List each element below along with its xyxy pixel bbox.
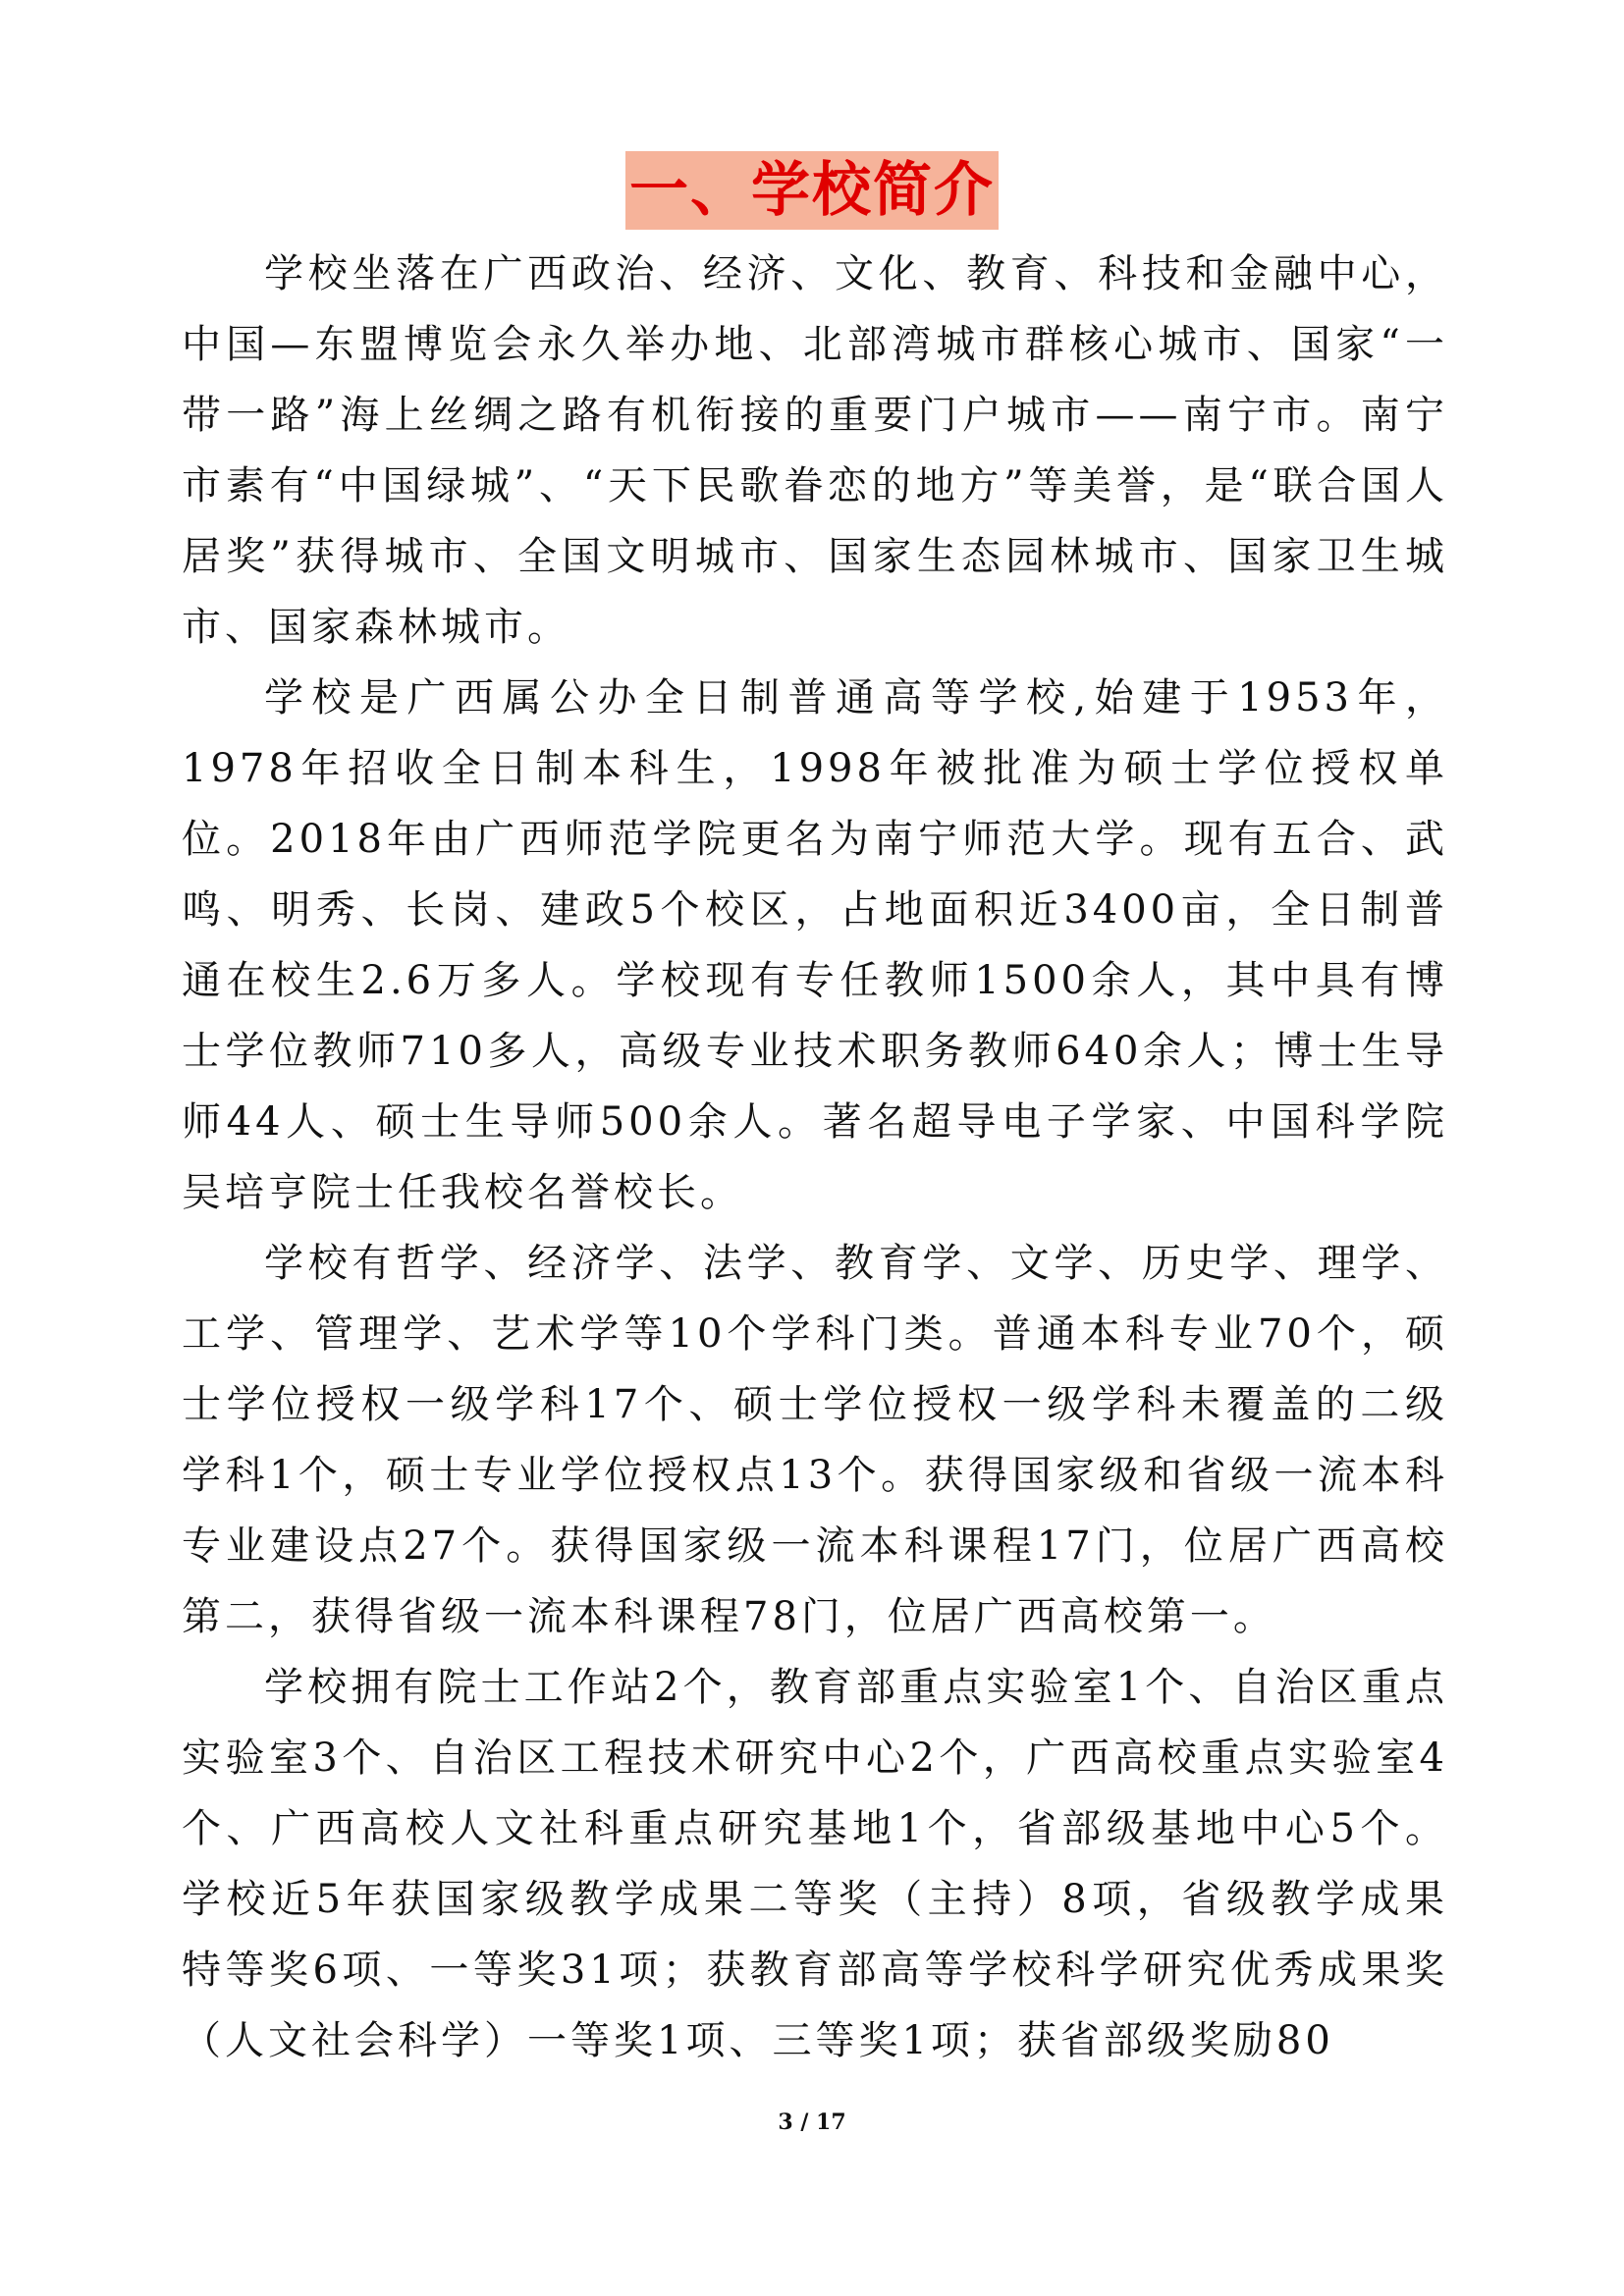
paragraph-research: 学校拥有院士工作站2个，教育部重点实验室1个、自治区重点实验室3个、自治区工程技术研究中心2个，广西高校重点实验室4个、广西高校人文社科重点研究基地1个，省部级基地中心5个。学校近5年获国家级教学成果二等奖（主持）8项，省级教学成果特等奖6项、一等奖31项；获教育部高等学校科学研究优秀成果奖（人文社会科学）一等奖1项、三等奖1项；获省部级奖励80 — [182, 1665, 1448, 2063]
section-title: 一、学校简介 — [625, 151, 999, 230]
page-number: 3 / 17 — [778, 2109, 846, 2135]
paragraph-location: 学校坐落在广西政治、经济、文化、教育、科技和金融中心，中国—东盟博览会永久举办地、北部湾城市群核心城市、国家“一带一路”海上丝绸之路有机衔接的重要门户城市——南宁市。南宁市素有“中国绿城”、“天下民歌眷恋的地方”等美誉，是“联合国人居奖”获得城市、全国文明城市、国家生态园林城市、国家卫生城市、国家森林城市。 — [182, 251, 1448, 650]
paragraph-disciplines: 学校有哲学、经济学、法学、教育学、文学、历史学、理学、工学、管理学、艺术学等10个学科门类。普通本科专业70个，硕士学位授权一级学科17个、硕士学位授权一级学科未覆盖的二级学科1个，硕士专业学位授权点13个。获得国家级和省级一流本科专业建设点27个。获得国家级一流本科课程17门，位居广西高校第二，获得省级一流本科课程78门，位居广西高校第一。 — [182, 1241, 1448, 1639]
title-container — [0, 151, 1624, 230]
body-text — [182, 239, 1448, 2076]
paragraph-history: 学校是广西属公办全日制普通高等学校,始建于1953年，1978年招收全日制本科生，1998年被批准为硕士学位授权单位。2018年由广西师范学院更名为南宁师范大学。现有五合、武鸣、明秀、长岗、建政5个校区，占地面积近3400亩，全日制普通在校生2.6万多人。学校现有专任教师1500余人，其中具有博士学位教师710多人，高级专业技术职务教师640余人；博士生导师44人、硕士生导师500余人。著名超导电子学家、中国科学院吴培亨院士任我校名誉校长。 — [182, 675, 1448, 1215]
